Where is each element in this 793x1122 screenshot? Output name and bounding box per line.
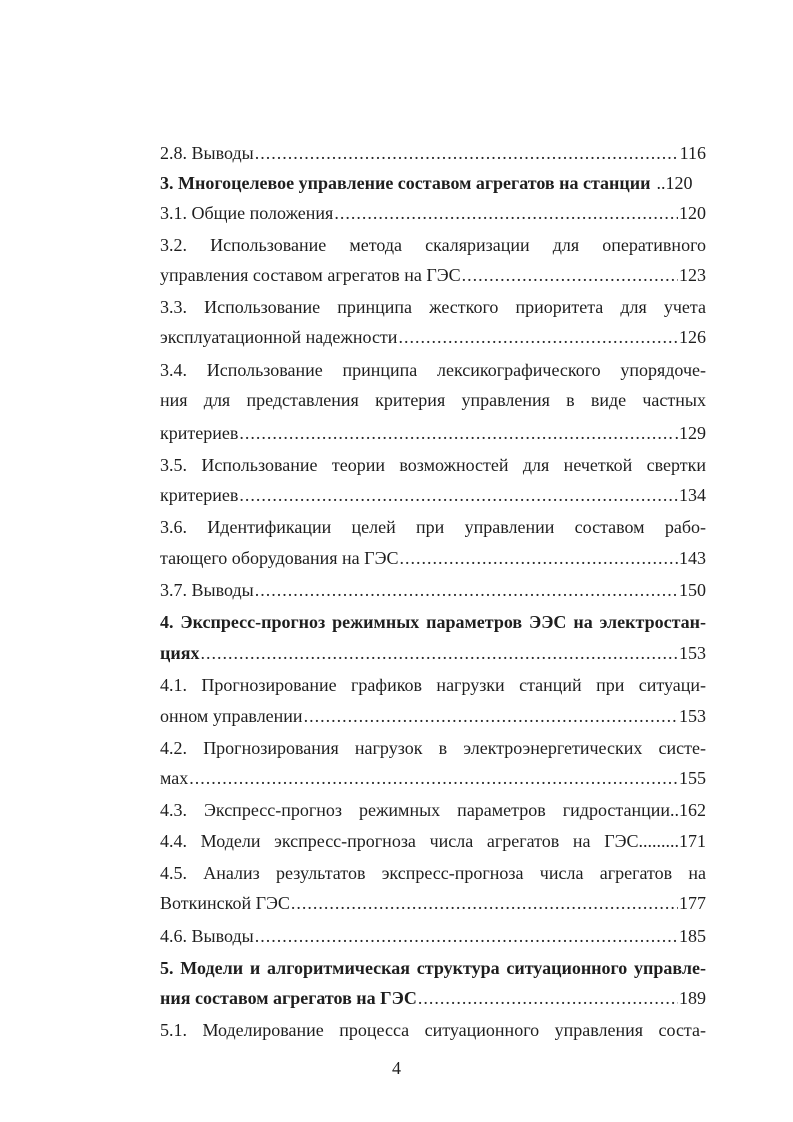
toc-page: 185: [679, 926, 706, 946]
toc-entry-4-1-line1: 4.1. Прогнозирование графиков нагрузки станций при ситуаци-: [160, 675, 706, 695]
toc-page: 189: [679, 988, 706, 1008]
toc-entry-3: [160, 168, 706, 198]
toc-title: тающего оборудования на ГЭС: [160, 548, 399, 568]
toc-title: 3.7. Выводы: [160, 580, 254, 600]
dot-leader: [239, 480, 678, 510]
toc-entry-4-5-line1: 4.5. Анализ результатов экспресс-прогноза числа агрегатов на: [160, 863, 706, 883]
toc-entry-3-7: [160, 575, 706, 605]
toc-page: 155: [679, 768, 706, 788]
toc-title: Воткинской ГЭС: [160, 893, 290, 913]
dot-leader: [239, 418, 673, 448]
dot-leader: [255, 575, 678, 605]
toc-entry-4-4: 4.4. Модели экспресс-прогноза числа агрегатов на ГЭС.........171: [160, 831, 706, 851]
toc-title: мах: [160, 768, 189, 788]
toc-entry-5-line2: [160, 983, 706, 1013]
toc-title: управления составом агрегатов на ГЭС: [160, 265, 461, 285]
dot-leader: [189, 763, 678, 793]
dot-leader: [399, 543, 678, 573]
toc-title: 2.8. Выводы: [160, 143, 254, 163]
toc-title: критериев: [160, 485, 239, 505]
toc-page: 116: [679, 143, 706, 163]
toc-entry-4-line2: [160, 638, 706, 668]
dot-leader: [255, 138, 679, 168]
dot-leader: [200, 638, 678, 668]
toc-entry-3-2-line2: [160, 260, 706, 290]
toc-entry-3-3-line2: [160, 322, 706, 352]
toc-title: 3. Многоцелевое управление составом агрегатов на станции: [160, 173, 651, 193]
toc-page: 153: [679, 643, 706, 663]
toc-entry-5-1-line1: 5.1. Моделирование процесса ситуационного управления соста-: [160, 1020, 706, 1040]
toc-entry-2-8: [160, 138, 706, 168]
dot-leader: [291, 888, 678, 918]
dot-leader: [418, 983, 678, 1013]
page-number: 4: [392, 1058, 401, 1078]
toc-entry-4-1-line2: [160, 701, 706, 731]
toc-entry-3-6-line2: [160, 543, 706, 573]
toc-entry-3-1: [160, 198, 706, 228]
toc-page: 143: [679, 548, 706, 568]
toc-page: 134: [679, 485, 706, 505]
toc-entry-3-5-line2: [160, 480, 706, 510]
dot-leader: [255, 921, 678, 951]
toc-entry-3-4-line1: 3.4. Использование принципа лексикографического упорядоче-: [160, 360, 706, 380]
toc-entry-4-3: 4.3. Экспресс-прогноз режимных параметров гидростанции..162: [160, 800, 706, 820]
toc-title: 4.6. Выводы: [160, 926, 254, 946]
toc-entry-5-line1: 5. Модели и алгоритмическая структура ситуационного управле-: [160, 958, 706, 978]
toc-title: критериев: [160, 423, 239, 443]
toc-entry-3-6-line1: 3.6. Идентификации целей при управлении составом рабо-: [160, 517, 706, 537]
toc-entry-4-line1: 4. Экспресс-прогноз режимных параметров ЭЭС на электростан-: [160, 612, 706, 632]
toc-entry-4-5-line2: [160, 888, 706, 918]
toc-title: циях: [160, 643, 200, 663]
toc-entry-3-5-line1: 3.5. Использование теории возможностей для нечеткой свертки: [160, 455, 706, 475]
toc-page: 153: [679, 706, 706, 726]
toc-entry-4-6: [160, 921, 706, 951]
toc-title: эксплуатационной надежности: [160, 327, 398, 347]
toc-title: онном управлении: [160, 706, 303, 726]
toc-page: 126: [679, 327, 706, 347]
toc-entry-4-2-line1: 4.2. Прогнозирования нагрузок в электроэнергетических систе-: [160, 738, 706, 758]
toc-entry-3-2-line1: 3.2. Использование метода скаляризации для оперативного: [160, 235, 706, 255]
toc-entry-3-4-line3: [160, 418, 706, 448]
toc-page: 123: [679, 265, 706, 285]
dot-leader: [398, 322, 678, 352]
toc-page: 150: [679, 580, 706, 600]
dot-leader: [462, 260, 678, 290]
toc-page: 177: [679, 893, 706, 913]
toc-title: ния составом агрегатов на ГЭС: [160, 988, 417, 1008]
dot-leader: [334, 198, 678, 228]
toc-entry-3-3-line1: 3.3. Использование принципа жесткого приоритета для учета: [160, 297, 706, 317]
toc-page: ..120: [656, 173, 693, 193]
toc-entry-3-4-line2: ния для представления критерия управления в виде частных: [160, 390, 706, 410]
toc-title: 3.1. Общие положения: [160, 203, 334, 223]
dot-leader: [304, 701, 678, 731]
toc-entry-4-2-line2: [160, 763, 706, 793]
toc-page: 120: [679, 203, 706, 223]
toc-page: .129: [674, 423, 706, 443]
